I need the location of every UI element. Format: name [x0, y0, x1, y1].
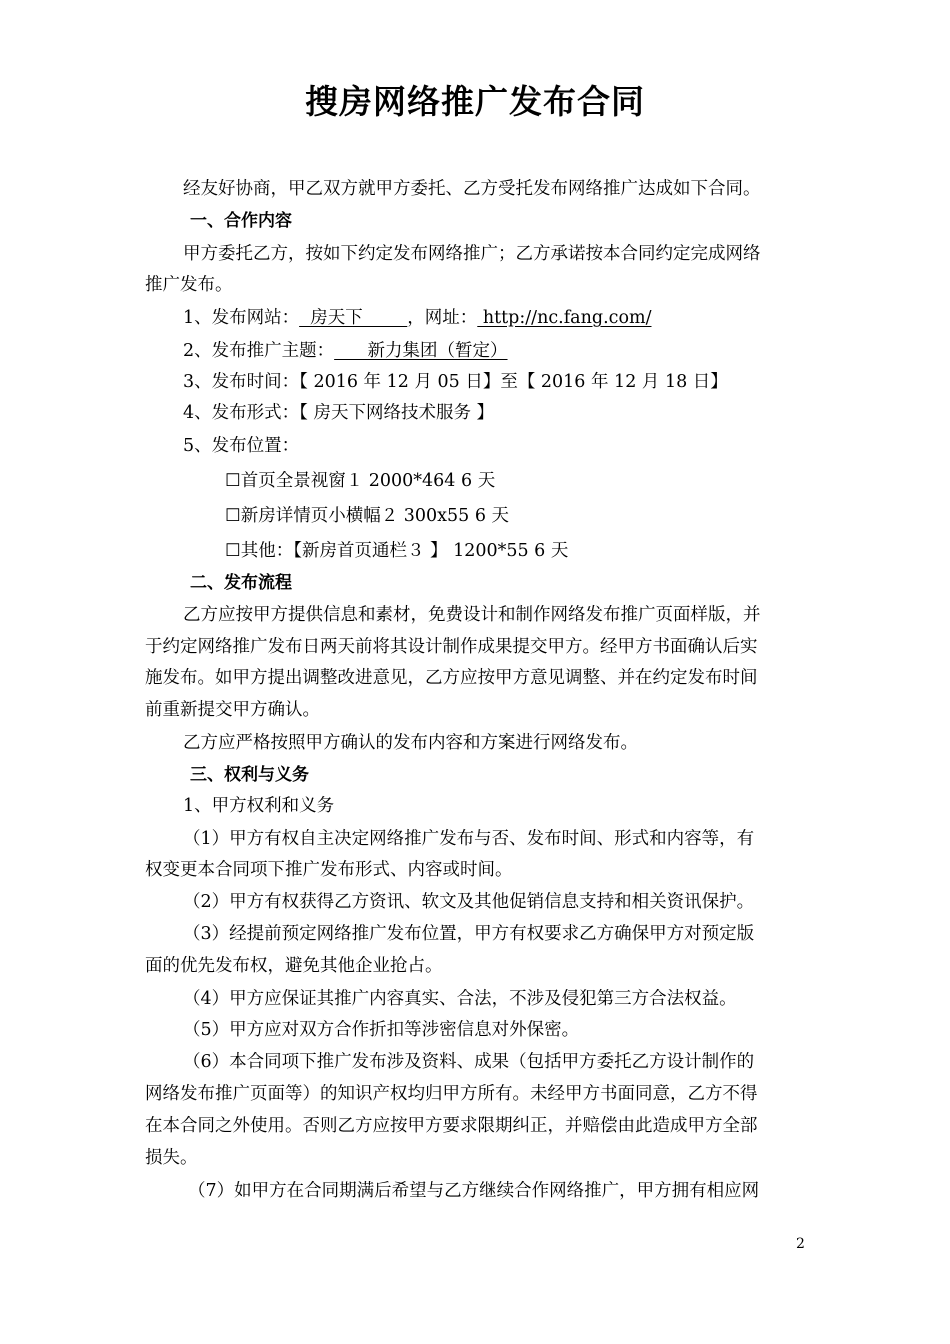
publish-theme-line [183, 339, 508, 363]
section-3-text-line: （2）甲方有权获得乙方资讯、软文及其他促销信息支持和相关资讯保护。 [183, 892, 755, 912]
section-3-text-line: 在本合同之外使用。否则乙方应按甲方要求限期纠正，并赔偿由此造成甲方全部 [145, 1116, 758, 1136]
section-2-text-line: 前重新提交甲方确认。 [145, 700, 320, 720]
section-3-text-line: （4）甲方应保证其推广内容真实、合法，不涉及侵犯第三方合法权益。 [183, 989, 737, 1009]
url-label: ，网址： [407, 308, 478, 328]
section-3-text-line: 损失。 [145, 1148, 198, 1168]
publish-time-line: 3、发布时间：【 2016 年 12 月 05 日】至【 2016 年 12 月 18 日】 [183, 372, 728, 392]
section-2-text-line: 乙方应按甲方提供信息和素材，免费设计和制作网络发布推广页面样版，并 [183, 605, 761, 625]
page-number: 2 [796, 1236, 805, 1252]
section-1-text-line: 甲方委托乙方，按如下约定发布网络推广；乙方承诺按本合同约定完成网络 [183, 244, 761, 264]
section-2-text-line: 施发布。如甲方提出调整改进意见，乙方应按甲方意见调整、并在约定发布时间 [145, 668, 758, 688]
document-title: 搜房网络推广发布合同 [305, 82, 645, 121]
section-2-text-line: 于约定网络推广发布日两天前将其设计制作成果提交甲方。经甲方书面确认后实 [145, 637, 758, 657]
url-value: http://nc.fang.com/ [477, 308, 652, 328]
section-3-text-line: （7）如甲方在合同期满后希望与乙方继续合作网络推广，甲方拥有相应网 [188, 1181, 760, 1201]
section-2-heading: 二、发布流程 [190, 573, 292, 593]
publish-position-label: 5、发布位置： [183, 436, 300, 456]
section-3-text-line: 权变更本合同项下推广发布形式、内容或时间。 [145, 860, 513, 880]
site-value: 房天下 [299, 308, 408, 328]
position-item: ☐其他：【新房首页通栏３ 】 1200*55 6 天 [225, 541, 569, 561]
section-3-text-line: （1）甲方有权自主决定网络推广发布与否、发布时间、形式和内容等，有 [183, 829, 755, 849]
section-3-subheading: 1、甲方权利和义务 [183, 796, 335, 816]
publish-form-line: 4、发布形式：【 房天下网络技术服务 】 [183, 403, 495, 423]
section-1-text-line: 推广发布。 [145, 275, 233, 295]
section-2-text-line: 乙方应严格按照甲方确认的发布内容和方案进行网络发布。 [183, 733, 638, 753]
section-3-text-line: （6）本合同项下推广发布涉及资料、成果（包括甲方委托乙方设计制作的 [183, 1052, 755, 1072]
theme-value: 新力集团（暂定） [334, 341, 508, 361]
position-item: ☐新房详情页小横幅２ 300x55 6 天 [225, 506, 510, 526]
position-item: ☐首页全景视窗１ 2000*464 6 天 [225, 471, 496, 491]
intro-paragraph: 经友好协商，甲乙双方就甲方委托、乙方受托发布网络推广达成如下合同。 [183, 179, 761, 199]
section-3-text-line: （5）甲方应对双方合作折扣等涉密信息对外保密。 [183, 1020, 580, 1040]
site-label: 1、发布网站： [183, 308, 300, 328]
section-3-text-line: 网络发布推广页面等）的知识产权均归甲方所有。未经甲方书面同意，乙方不得 [145, 1084, 758, 1104]
theme-label: 2、发布推广主题： [183, 341, 335, 361]
section-3-heading: 三、权利与义务 [190, 765, 309, 785]
publish-site-line [183, 306, 651, 330]
section-3-text-line: 面的优先发布权，避免其他企业抢占。 [145, 956, 443, 976]
section-1-heading: 一、合作内容 [190, 211, 292, 231]
section-3-text-line: （3）经提前预定网络推广发布位置，甲方有权要求乙方确保甲方对预定版 [183, 924, 755, 944]
